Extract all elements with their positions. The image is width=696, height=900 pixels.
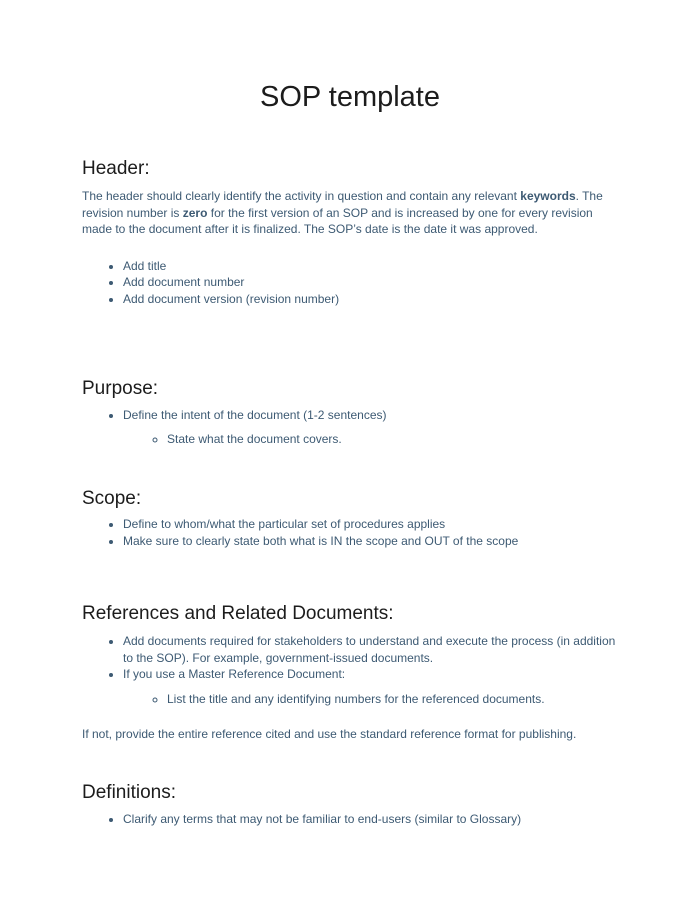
header-paragraph — [82, 188, 618, 238]
references-bullet-list — [82, 633, 618, 707]
list-item-text: Define the intent of the document (1-2 sentences) — [123, 408, 387, 422]
references-sub-bullet-list — [123, 691, 618, 708]
paragraph-segment: The header should clearly identify the activity in question and contain any relevant — [82, 189, 521, 203]
references-section-heading: References and Related Documents: — [82, 603, 394, 624]
document-title: SOP template — [259, 81, 440, 113]
list-item-text: If you use a Master Reference Document: — [123, 667, 346, 681]
section-purpose — [82, 377, 618, 447]
list-item: • Add title — [123, 258, 618, 275]
header-section-heading: Header: — [82, 158, 150, 179]
list-item: • Add document version (revision number) — [123, 291, 618, 308]
list-item: • Define to whom/what the particular set of procedures applies — [123, 516, 618, 533]
list-item — [123, 666, 618, 707]
section-header — [82, 157, 618, 307]
definitions-bullet-list — [82, 811, 618, 828]
references-note: If not, provide the entire reference cited and use the standard reference format for publishing. — [82, 727, 577, 741]
list-item: • Clarify any terms that may not be familiar to end-users (similar to Glossary) — [123, 811, 618, 828]
header-bullet-list — [82, 258, 618, 308]
list-item: • Add document number — [123, 274, 618, 291]
scope-bullet-list — [82, 516, 618, 549]
scope-section-heading: Scope: — [82, 488, 142, 509]
paragraph-segment-bold: keywords — [520, 189, 576, 203]
sub-list-item: ◦ List the title and any identifying numbers for the referenced documents. — [167, 691, 618, 708]
paragraph-segment: . The revision number is — [82, 189, 603, 220]
section-references — [82, 602, 618, 743]
paragraph-segment: for the first version of an SOP and is increased by one for every revision made to the document after it is finalized. The SOP’s date is the date it was approved. — [82, 205, 593, 236]
definitions-section-heading: Definitions: — [82, 781, 176, 803]
sub-list-item: ◦ State what the document covers. — [167, 431, 618, 448]
list-item: • Add documents required for stakeholders to understand and execute the process (in addition to the SOP). For example, government-issued documents. — [123, 633, 618, 666]
purpose-section-heading: Purpose: — [82, 378, 159, 399]
purpose-sub-bullet-list — [123, 431, 618, 448]
list-item — [123, 407, 618, 447]
list-item: • Make sure to clearly state both what is IN the scope and OUT of the scope — [123, 533, 618, 550]
section-scope — [82, 487, 618, 549]
section-definitions — [82, 781, 618, 828]
paragraph-segment-bold: zero — [182, 205, 208, 220]
purpose-bullet-list — [82, 407, 618, 447]
